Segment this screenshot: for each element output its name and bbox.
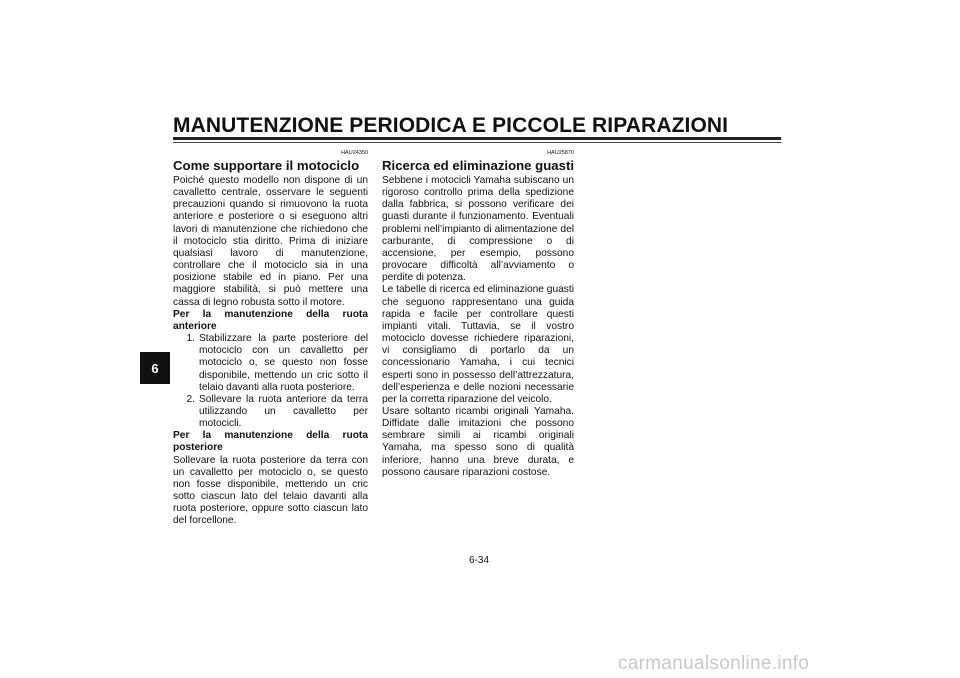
troubleshooting-paragraph: Sebbene i motocicli Yamaha subiscano un rigoroso controllo prima della spedizione dalla fabbrica, si possono verificare dei guasti durante il funzionamento. Eventuali problemi nell’impianto di alimentazione del carburante, di compressione o di accensione, per esempio, possono provocare difficoltà all’avviamento o perdite di potenza. xyxy=(382,175,574,284)
rear-wheel-paragraph: Sollevare la ruota posteriore da terra con un cavalletto per motociclo o, se questo non fosse disponibile, mettendo un cric sotto ciascun lato del telaio davanti alla ruota posteriore, oppure sotto ciascun lato del forcellone. xyxy=(173,454,368,527)
step-number: 1. xyxy=(186,333,195,345)
chapter-tab xyxy=(140,352,170,384)
section-code: HAU24350 xyxy=(341,150,368,156)
page-number: 6-34 xyxy=(468,555,489,566)
front-wheel-steps xyxy=(173,333,368,430)
page-title: MANUTENZIONE PERIODICA E PICCOLE RIPARAZIONI xyxy=(173,114,729,137)
title-rule-thick xyxy=(173,137,781,140)
list-item xyxy=(173,394,368,430)
step-text: Sollevare la ruota anteriore da terra utilizzando un cavalletto per motocicli. xyxy=(199,393,368,430)
section-heading-support: Come supportare il motociclo xyxy=(173,158,360,173)
section-heading-troubleshooting: Ricerca ed eliminazione guasti xyxy=(382,158,575,173)
right-column xyxy=(382,150,574,479)
support-intro-paragraph: Poiché questo modello non dispone di un cavalletto centrale, osservare le seguenti precauzioni quando si rimuovono la ruota anteriore e posteriore o si eseguono altri lavori di manutenzione che richiedono che il motociclo stia diritto. Prima di iniziare qualsiasi lavoro di manutenzione, controllare che il motociclo sia in una posizione stabile ed in piano. Per una maggiore stabilità, si può mettere una cassa di legno robusta sotto il motore. xyxy=(173,175,368,308)
step-text: Stabilizzare la parte posteriore del motociclo con un cavalletto per motociclo o, se questo non fosse disponibile, mettendo un cric sotto il telaio davanti alla ruota posteriore. xyxy=(199,333,368,393)
chapter-number: 6 xyxy=(151,360,159,376)
troubleshooting-paragraph: Le tabelle di ricerca ed eliminazione guasti che seguono rappresentano una guida rapida e facile per controllare questi impianti vitali. Tuttavia, se il vostro motociclo dovesse richiedere riparazioni, vi consigliamo di portarlo da un concessionario Yamaha, i cui tecnici esperti sono in possesso dell’attrezzatura, dell’esperienza e delle nozioni necessarie per la corretta riparazione del veicolo. xyxy=(382,284,574,405)
front-wheel-subheading: Per la manutenzione della ruota anteriore xyxy=(173,308,368,332)
troubleshooting-paragraph: Usare soltanto ricambi originali Yamaha. Diffidate dalle imitazioni che possono sembrare simili ai ricambi originali Yamaha, ma spesso sono di qualità inferiore, hanno una breve durata, e possono causare riparazioni costose. xyxy=(382,405,574,478)
title-rule-thin xyxy=(173,142,781,143)
step-number: 2. xyxy=(186,393,195,405)
section-code: HAU25870 xyxy=(547,150,574,156)
watermark: carmanualsonline.info xyxy=(618,653,810,674)
left-column xyxy=(173,150,368,528)
list-item xyxy=(173,333,368,394)
rear-wheel-subheading: Per la manutenzione della ruota posteriore xyxy=(173,430,368,454)
